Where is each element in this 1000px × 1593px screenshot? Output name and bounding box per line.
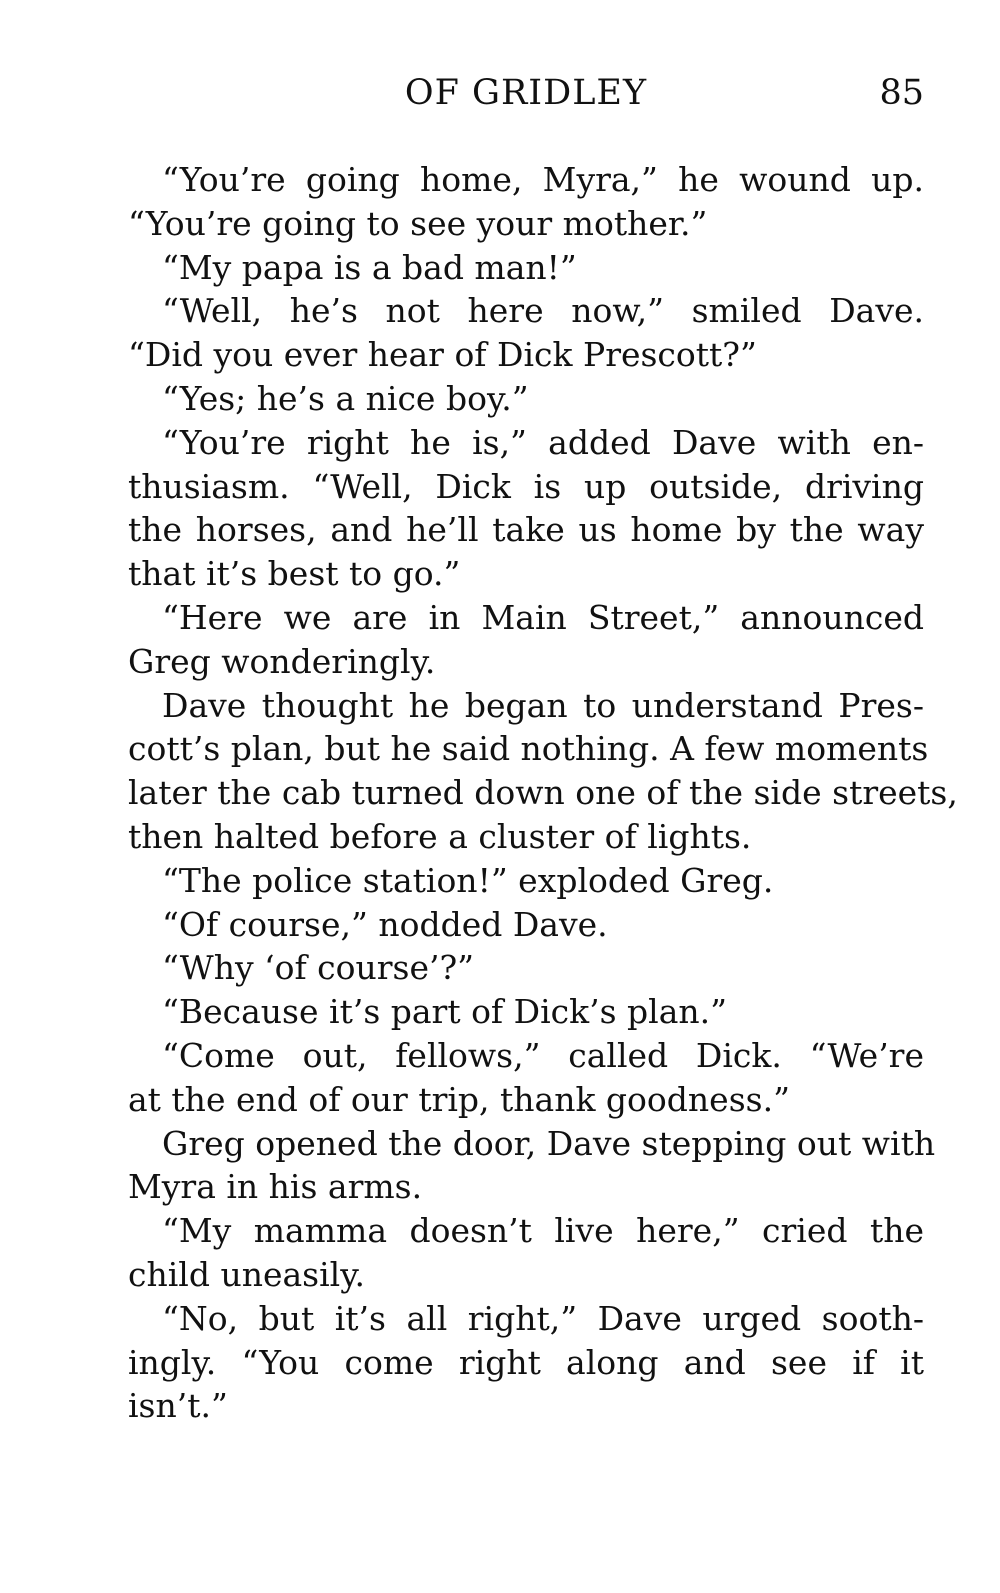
text-line: “The police station!” exploded Greg. <box>162 860 774 900</box>
text-line: “Yes; he’s a nice boy.” <box>162 378 529 418</box>
text-line: “Because it’s part of Dick’s plan.” <box>162 992 728 1032</box>
text-line: Myra in his arms. <box>128 1167 423 1207</box>
text-line: “Come out, fellows,” called Dick. “We’re <box>162 1035 924 1075</box>
running-title: OF GRIDLEY <box>404 73 648 113</box>
text-line: “Did you ever hear of Dick Prescott?” <box>128 335 757 375</box>
text-line: “My mamma doesn’t live here,” cried the <box>162 1211 924 1251</box>
text-line: Greg wonderingly. <box>128 641 436 681</box>
text-line: “You’re going to see your mother.” <box>128 203 708 243</box>
text-line: “Why ‘of course’?” <box>162 948 475 988</box>
text-line: thusiasm. “Well, Dick is up outside, driving <box>128 466 924 506</box>
text-line: the horses, and he’ll take us home by the way <box>128 510 924 550</box>
text-line: “No, but it’s all right,” Dave urged sooth- <box>162 1298 924 1338</box>
running-head <box>128 68 924 118</box>
text-line: at the end of our trip, thank goodness.” <box>128 1079 790 1119</box>
text-line: “You’re right he is,” added Dave with en- <box>162 422 924 462</box>
text-line: Greg opened the door, Dave stepping out with <box>162 1123 936 1163</box>
text-line: cott’s plan, but he said nothing. A few moments <box>128 729 929 769</box>
text-line: isn’t.” <box>128 1386 228 1426</box>
text-line: Dave thought he began to understand Pres- <box>162 685 924 725</box>
text-line: then halted before a cluster of lights. <box>128 816 752 856</box>
text-line: “My papa is a bad man!” <box>162 247 577 287</box>
text-line: later the cab turned down one of the side streets, <box>128 773 958 813</box>
page-number: 85 <box>879 73 924 113</box>
text-line: child uneasily. <box>128 1254 365 1294</box>
body-text <box>128 158 958 1428</box>
text-line: “Here we are in Main Street,” announced <box>162 597 924 637</box>
text-line: ingly. “You come right along and see if it <box>128 1342 924 1382</box>
text-line: that it’s best to go.” <box>128 554 461 594</box>
text-line: “Well, he’s not here now,” smiled Dave. <box>162 291 924 331</box>
text-line: “Of course,” nodded Dave. <box>162 904 608 944</box>
text-line: “You’re going home, Myra,” he wound up. <box>162 160 924 199</box>
